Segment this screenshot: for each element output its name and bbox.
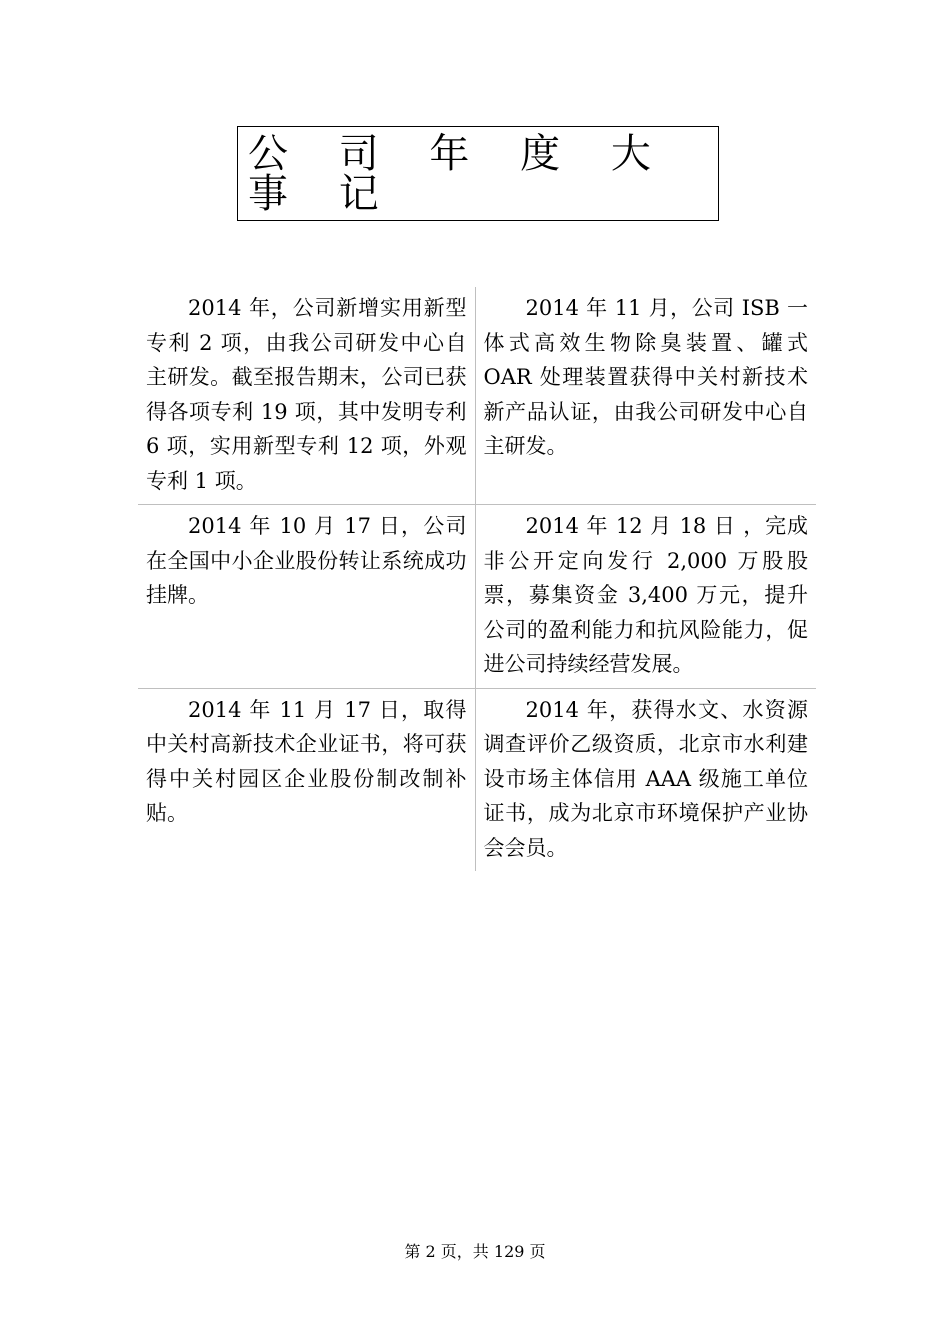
events-table (138, 287, 816, 871)
event-row (138, 505, 816, 689)
event-cell: 2014 年，获得水文、水资源调查评价乙级资质，北京市水利建设市场主体信用 AAA 级施工单位证书，成为北京市环境保护产业协会会员。 (483, 697, 808, 860)
event-row (138, 688, 816, 871)
title-box (237, 126, 719, 221)
event-cell: 2014 年，公司新增实用新型专利 2 项，由我公司研发中心自主研发。截至报告期末，公司已获得各项专利 19 项，其中发明专利 6 项，实用新型专利 12 项，外观专利 1 项。 (138, 287, 475, 505)
page-footer: 第 2 页，共 129 页 (404, 1242, 546, 1261)
event-cell: 2014 年 11 月，公司 ISB 一体式高效生物除臭装置、罐式 OAR 处理装置获得中关村新技术新产品认证，由我公司研发中心自主研发。 (475, 287, 816, 505)
event-cell: 2014 年 11 月 17 日，取得中关村高新技术企业证书，将可获得中关村园区企业股份制改制补贴。 (138, 688, 475, 871)
event-cell: 2014 年 12 月 18 日 ，完成非公开定向发行 2,000 万股股票，募集资金 3,400 万元，提升公司的盈利能力和抗风险能力，促进公司持续经营发展。 (475, 505, 816, 689)
event-row (138, 287, 816, 505)
event-cell: 2014 年 10 月 17 日，公司在全国中小企业股份转让系统成功挂牌。 (138, 505, 475, 689)
page-title: 公 司 年 度 大 事 记 (248, 130, 670, 217)
